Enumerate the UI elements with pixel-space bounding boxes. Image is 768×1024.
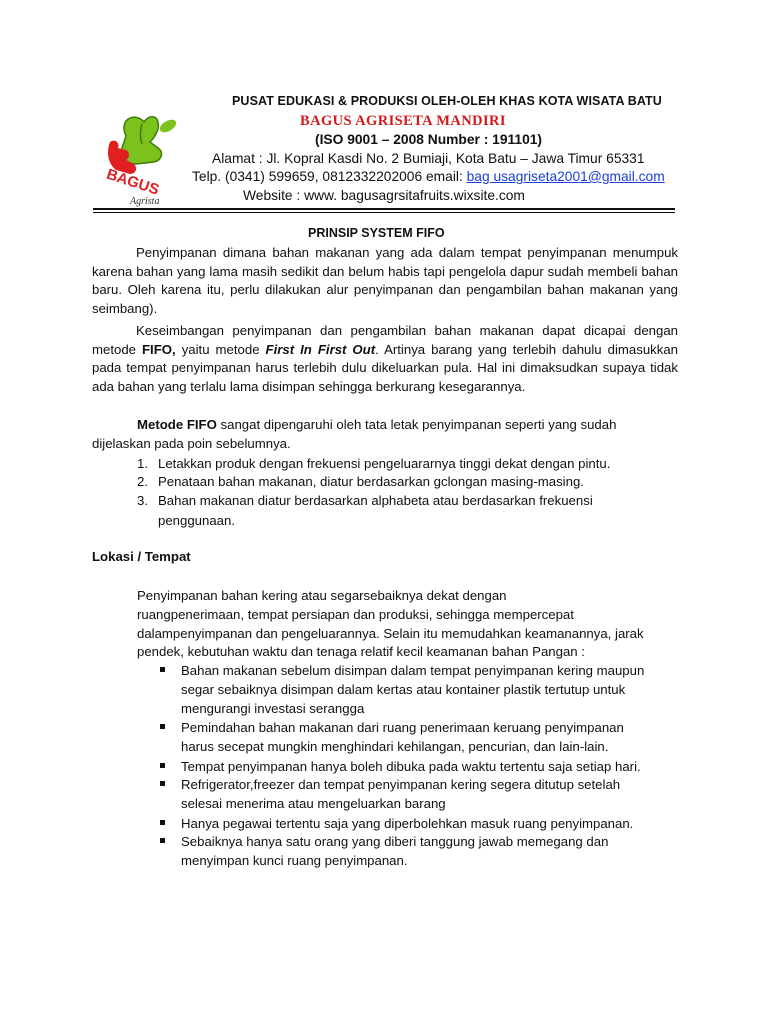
logo-text-bagus: BAGUS: [104, 165, 162, 199]
paragraph-1: Penyimpanan dimana bahan makanan yang ada dalam tempat penyimpanan menumpuk karena bahan yang lama masih sedikit dan belum habis tapi pengelola dapur sudah membeli bahan baru. Oleh karena itu, perlu dilakukan alur penyimpanan dan pengambilan bahan makanan yang seimbang).: [92, 245, 678, 316]
bullet-item-line: Refrigerator,freezer dan tempat penyimpanan kering segera ditutup setelah: [181, 777, 621, 792]
bullet-item-line: Hanya pegawai tertentu saja yang diperbolehkan masuk ruang penyimpanan.: [181, 816, 634, 831]
paragraph-2: [92, 322, 678, 396]
p2-text-a: Keseimbangan penyimpanan dan pengambilan bahan makanan dapat dicapai dengan metode: [92, 323, 678, 357]
section-heading-lokasi: Lokasi / Tempat: [92, 549, 191, 564]
list-number: 1.: [137, 456, 148, 471]
header-rule-thick: [93, 208, 675, 210]
bullet-item-line: harus secepat mungkin menghindari kehilangan, pencurian, dan lain-lain.: [181, 739, 609, 754]
bullet-icon: [160, 667, 165, 672]
list-number: 3.: [137, 493, 148, 508]
logo-text-agrista: Agrista: [130, 196, 160, 207]
telp-line: [192, 169, 665, 184]
p3-rest: sangat dipengaruhi oleh tata letak penyimpanan seperti yang sudah: [216, 417, 617, 432]
lokasi-line: dalampenyimpanan dan pengeluarannya. Selain itu memudahkan keamanannya, jarak: [137, 626, 644, 641]
list-item: Letakkan produk dengan frekuensi pengeluararnya tinggi dekat dengan pintu.: [158, 456, 611, 471]
website: Website : www. bagusagrsitafruits.wixsite.com: [243, 188, 525, 203]
lokasi-line: pendek, kebutuhan waktu dan tenaga relatif kecil keamanan bahan Pangan :: [137, 644, 585, 659]
bullet-item-line: menyimpan kunci ruang penyimpanan.: [181, 853, 408, 868]
company-logo: [96, 108, 188, 208]
bullet-icon: [160, 838, 165, 843]
company-name: BAGUS AGRISETA MANDIRI: [300, 113, 506, 129]
header-rule-thin: [93, 212, 675, 213]
doc-title: PRINSIP SYSTEM FIFO: [308, 226, 445, 240]
bullet-icon: [160, 781, 165, 786]
bullet-item-line: mengurangi investasi serangga: [181, 701, 365, 716]
bullet-icon: [160, 820, 165, 825]
bullet-item-line: Sebaiknya hanya satu orang yang diberi tanggung jawab memegang dan: [181, 834, 609, 849]
p2-fifo: FIFO,: [142, 341, 176, 357]
list-item: Penataan bahan makanan, diatur berdasarkan gclongan masing-masing.: [158, 474, 584, 489]
bullet-item-line: selesai menerima atau mengeluarkan barang: [181, 796, 446, 811]
bullet-item-line: Pemindahan bahan makanan dari ruang penerimaan keruang penyimpanan: [181, 720, 624, 735]
p2-text-b: yaitu metode: [175, 341, 266, 357]
lokasi-line: ruangpenerimaan, tempat persiapan dan produksi, sehingga mempercepat: [137, 607, 574, 622]
bullet-item-line: Tempat penyimpanan hanya boleh dibuka pada waktu tertentu saja setiap hari.: [181, 759, 641, 774]
lokasi-line: Penyimpanan bahan kering atau segarsebaiknya dekat dengan: [137, 588, 507, 603]
list-number: 2.: [137, 474, 148, 489]
bullet-icon: [160, 724, 165, 729]
p2-text-c: . Artinya barang yang terlebih dahulu dimasukkan pada tempat penyimpanan harus terlebih dulu dikeluarkan pula. Hal ini dimaksudkan supaya tidak ada bahan yang terlalu lama disimpan sehingga berkurang kesegarannya.: [92, 341, 679, 394]
p3-bold: Metode FIFO: [137, 417, 217, 432]
list-item: Bahan makanan diatur berdasarkan alphabeta atau berdasarkan frekuensi: [158, 493, 593, 508]
bullet-item-line: segar sebaiknya disimpan dalam kertas atau kontainer plastik tertutup untuk: [181, 682, 626, 697]
paragraph-3-line2: dijelaskan pada poin sebelumnya.: [92, 436, 291, 451]
bullet-item-line: Bahan makanan sebelum disimpan dalam tempat penyimpanan kering maupun: [181, 663, 645, 678]
org-line: PUSAT EDUKASI & PRODUKSI OLEH-OLEH KHAS KOTA WISATA BATU: [232, 94, 662, 108]
paragraph-3-line1: [137, 416, 616, 435]
p2-fifo-long: First In First Out: [265, 341, 376, 357]
bullet-icon: [160, 763, 165, 768]
address: Alamat : Jl. Kopral Kasdi No. 2 Bumiaji, Kota Batu – Jawa Timur 65331: [212, 151, 645, 166]
telp-text: Telp. (0341) 599659, 0812332202006 email:: [192, 169, 467, 184]
iso-number: (ISO 9001 – 2008 Number : 191101): [315, 132, 543, 147]
email-link[interactable]: bag usagriseta2001@gmail.com: [466, 169, 665, 184]
list-item-continued: penggunaan.: [158, 513, 236, 528]
